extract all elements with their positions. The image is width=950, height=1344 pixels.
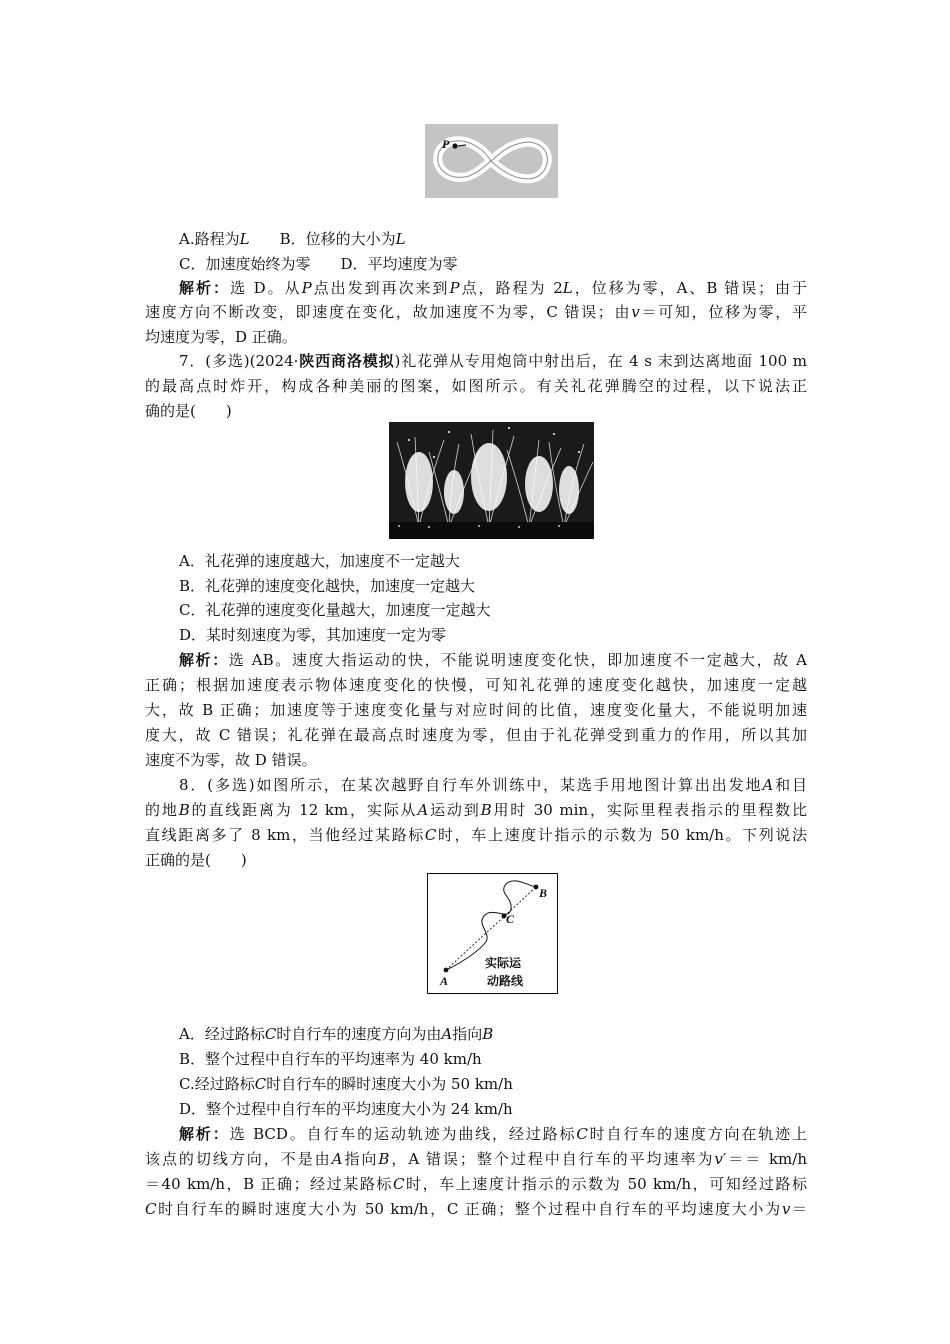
text: 点出发到再次来到 bbox=[311, 279, 450, 297]
var-c: C bbox=[264, 1025, 277, 1043]
q7-option-c: C．礼花弹的速度变化量越大，加速度一定越大 bbox=[179, 601, 491, 619]
text: 7．(多选)(2024· bbox=[179, 352, 299, 370]
q7-analysis-line: 大，故 B 正确；加速度等于速度变化量与对应时间的比值，速度变化量大，不能说明加速 bbox=[145, 701, 807, 719]
text: 速度方向不断改变，即速度在变化，故加速度不为零，C 错误；由 bbox=[145, 303, 632, 321]
point-c-label: C bbox=[506, 912, 515, 926]
var-b: B bbox=[178, 801, 190, 819]
analysis-label: 解析： bbox=[179, 279, 230, 297]
q7-option-d: D．某时刻速度为零，其加速度一定为零 bbox=[179, 626, 447, 644]
text: ＝40 km/h，B 正确；经过某路标 bbox=[145, 1175, 393, 1193]
var-l: L bbox=[395, 230, 406, 248]
route-label-line1: 实际运 bbox=[485, 956, 522, 970]
text: 时自行车的瞬时速度大小为 50 km/h bbox=[266, 1075, 513, 1093]
q7-analysis-line: 速度不为零，故 D 错误。 bbox=[145, 751, 317, 769]
text: ，A 错误；整个过程中自行车的平均速率为 bbox=[389, 1150, 715, 1168]
var-c: C bbox=[424, 826, 437, 844]
var-a: A bbox=[331, 1150, 343, 1168]
text: 指向 bbox=[342, 1150, 379, 1168]
q7-analysis-line: 度大，故 C 错误；礼花弹在最高点时速度为零，但由于礼花弹受到重力的作用，所以其加 bbox=[145, 726, 807, 744]
q8-analysis-line bbox=[145, 1174, 807, 1194]
fireworks-photo bbox=[389, 422, 594, 539]
point-a-label: A bbox=[440, 974, 449, 988]
text: ，位移为零，A、B 错误；由于 bbox=[572, 279, 808, 297]
var-v: v bbox=[631, 303, 640, 321]
text: 用时 30 min，实际里程表指示的里程数比 bbox=[491, 801, 808, 819]
analysis-label: 解析： bbox=[179, 1125, 230, 1143]
text: 该点的切线方向，不是由 bbox=[145, 1150, 332, 1168]
var-b: B bbox=[378, 1150, 390, 1168]
text: 和目 bbox=[773, 776, 807, 794]
q8-option-c bbox=[179, 1074, 807, 1094]
q7-option-b: B．礼花弹的速度变化越快，加速度一定越大 bbox=[179, 577, 476, 595]
text: 时，车上速度计指示的示数为 50 km/h。下列说法 bbox=[436, 826, 807, 844]
q8-analysis-line bbox=[145, 1199, 807, 1219]
text: 8．(多选)如图所示，在某次越野自行车外训练中，某选手用地图计算出出发地 bbox=[179, 776, 763, 794]
route-diagram bbox=[427, 873, 558, 994]
var-v: v bbox=[781, 1200, 791, 1218]
q6-analysis-line bbox=[145, 302, 807, 322]
var-c: C bbox=[576, 1125, 588, 1143]
text: 直线距离多了 8 km，当他经过某路标 bbox=[145, 826, 425, 844]
q7-analysis-line bbox=[179, 650, 807, 670]
var-v-prime: v′ bbox=[714, 1150, 727, 1168]
text: C.经过路标 bbox=[179, 1075, 255, 1093]
text: ＝＝ km/h bbox=[726, 1150, 807, 1168]
q6-options-row1 bbox=[179, 229, 807, 249]
q7-option-a: A．礼花弹的速度越大，加速度不一定越大 bbox=[179, 552, 460, 570]
var-a: A bbox=[441, 1025, 453, 1043]
text: 选 AB。速度大指运动的快，不能说明速度变化快，即加速度不一定越大，故 A bbox=[228, 651, 807, 669]
text: )礼花弹从专用炮筒中射出后，在 4 s 末到达离地面 100 m bbox=[394, 352, 807, 370]
text: 选 BCD。自行车的运动轨迹为曲线，经过路标 bbox=[229, 1125, 577, 1143]
var-c: C bbox=[145, 1200, 157, 1218]
text: 选 D。从 bbox=[229, 279, 302, 297]
source-label: 陕西商洛模拟 bbox=[298, 352, 395, 370]
analysis-label: 解析： bbox=[179, 651, 229, 669]
text: 时，车上速度计指示的示数为 50 km/h，可知经过路标 bbox=[404, 1175, 807, 1193]
var-b: B bbox=[482, 1025, 494, 1043]
q8-option-d: D．整个过程中自行车的平均速度大小为 24 km/h bbox=[179, 1100, 513, 1118]
var-b: B bbox=[480, 801, 492, 819]
text: A．经过路标 bbox=[179, 1025, 265, 1043]
q6-analysis-line: 均速度为零，D 正确。 bbox=[145, 328, 297, 346]
route-label-line2: 动路线 bbox=[487, 974, 524, 988]
text: ＝可知，位移为零，平 bbox=[639, 303, 807, 321]
q8-option-a bbox=[179, 1024, 807, 1044]
q6-analysis-line bbox=[179, 278, 807, 298]
q7-stem-line: 确的是( ) bbox=[145, 402, 232, 420]
text: 时自行车的瞬时速度大小为 50 km/h，C 正确；整个过程中自行车的平均速度大小为 bbox=[156, 1200, 782, 1218]
var-l: L bbox=[562, 279, 573, 297]
text: 时自行车的速度方向在轨迹上 bbox=[587, 1125, 807, 1143]
q7-stem-line: 的最高点时炸开，构成各种美丽的图案，如图所示。有关礼花弹腾空的过程，以下说法正 bbox=[145, 377, 807, 395]
q8-stem-line: 正确的是( ) bbox=[145, 851, 247, 869]
text: 时自行车的速度方向为由 bbox=[276, 1025, 442, 1043]
q8-analysis-line bbox=[179, 1124, 807, 1144]
q8-analysis-line bbox=[145, 1149, 807, 1169]
q6-option-a: A.路程为 bbox=[179, 230, 240, 248]
var-a: A bbox=[762, 776, 774, 794]
text: 运动到 bbox=[428, 801, 481, 819]
q8-stem-line bbox=[145, 825, 807, 845]
var-c: C bbox=[392, 1175, 405, 1193]
var-p: P bbox=[449, 279, 460, 297]
text: 点，路程为 2 bbox=[459, 279, 563, 297]
infinity-track-figure bbox=[425, 124, 558, 198]
point-b-label: B bbox=[539, 886, 548, 900]
q7-stem-line bbox=[179, 351, 807, 371]
var-a: A bbox=[417, 801, 429, 819]
text: 的直线距离为 12 km，实际从 bbox=[189, 801, 418, 819]
q6-options-row2 bbox=[179, 254, 807, 274]
var-p: P bbox=[301, 279, 312, 297]
var-c: C bbox=[254, 1075, 267, 1093]
text: 的地 bbox=[145, 801, 179, 819]
q6-option-d: D．平均速度为零 bbox=[340, 255, 458, 273]
text: 指向 bbox=[452, 1025, 483, 1043]
point-p-label: P bbox=[442, 137, 450, 151]
q6-option-c: C．加速度始终为零 bbox=[179, 255, 311, 273]
q8-stem-line bbox=[179, 775, 807, 795]
text: ＝ bbox=[790, 1200, 807, 1218]
q7-analysis-line: 正确；根据加速度表示物体速度变化的快慢，可知礼花弹的速度变化越快，加速度一定越 bbox=[145, 676, 807, 694]
var-l: L bbox=[239, 230, 250, 248]
q8-option-b: B．整个过程中自行车的平均速率为 40 km/h bbox=[179, 1050, 482, 1068]
q8-stem-line bbox=[145, 800, 807, 820]
q6-option-b: B．位移的大小为 bbox=[279, 230, 396, 248]
